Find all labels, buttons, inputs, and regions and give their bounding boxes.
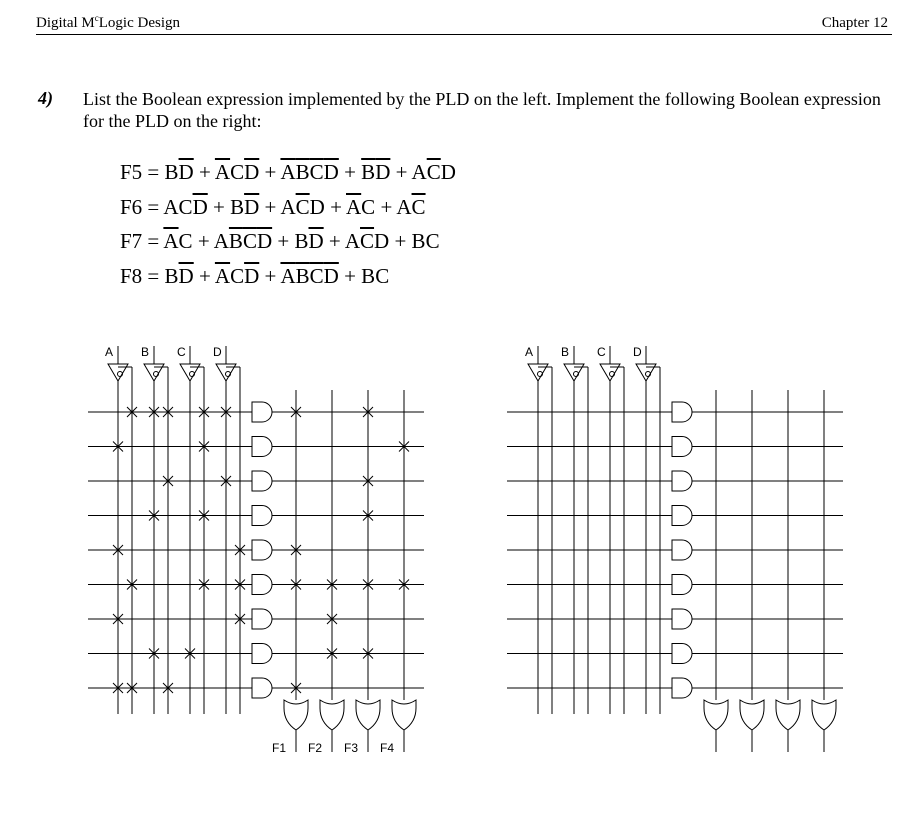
- input-label-a: A: [525, 345, 534, 359]
- complemented-literal: $\overline{D}$: [178, 160, 194, 184]
- complemented-literal: $\overline{C}$: [309, 160, 324, 184]
- complemented-literal: $\overline{B}$: [295, 264, 310, 288]
- complemented-literal: $\overline{A}$: [214, 264, 231, 288]
- or-gate: [320, 700, 344, 730]
- question-text: List the Boolean expression implemented by the PLD on the left. Implement the following Boolean expression for the PLD on the right:: [83, 89, 881, 131]
- and-gate: [672, 437, 692, 457]
- and-gate: [252, 609, 272, 629]
- complemented-literal: $\overline{B}$: [361, 160, 376, 184]
- complemented-literal: $\overline{D}$: [323, 264, 339, 288]
- complemented-literal: $\overline{C}$: [242, 229, 257, 253]
- and-gate: [672, 644, 692, 664]
- plus-operator: +: [207, 195, 231, 219]
- complemented-literal: $\overline{C}$: [426, 160, 441, 184]
- literal: B: [164, 160, 179, 184]
- literal: C: [178, 195, 193, 219]
- plus-operator: +: [272, 229, 295, 253]
- and-gate: [252, 471, 272, 491]
- plus-operator: +: [192, 229, 214, 253]
- and-gate: [672, 540, 692, 560]
- or-gate: [776, 700, 800, 730]
- complemented-literal: $\overline{A}$: [214, 160, 231, 184]
- literal: B: [230, 195, 245, 219]
- plus-operator: +: [338, 160, 362, 184]
- and-gate: [252, 644, 272, 664]
- literal: A: [411, 160, 427, 184]
- literal: C: [230, 264, 245, 288]
- and-gate: [252, 506, 272, 526]
- chapter-label: Chapter 12: [821, 15, 888, 31]
- literal: B: [294, 229, 309, 253]
- output-label-f1: F1: [272, 741, 287, 755]
- question-number: 4): [38, 88, 53, 108]
- and-gate: [252, 540, 272, 560]
- literal: D: [440, 160, 456, 184]
- complemented-literal: $\overline{B}$: [228, 229, 243, 253]
- complemented-literal: $\overline{A}$: [163, 229, 179, 253]
- complemented-literal: $\overline{C}$: [295, 195, 310, 219]
- equation-label: F5 =: [120, 160, 165, 184]
- equation-label: F8 =: [120, 264, 165, 288]
- literal: C: [375, 264, 390, 288]
- and-gate: [252, 437, 272, 457]
- and-gate: [252, 402, 272, 422]
- complemented-literal: $\overline{C}$: [360, 229, 375, 253]
- complemented-literal: $\overline{C}$: [411, 195, 426, 219]
- literal: D: [309, 195, 325, 219]
- plus-operator: +: [323, 229, 345, 253]
- and-gate: [672, 609, 692, 629]
- or-gate: [284, 700, 308, 730]
- literal: C: [178, 229, 193, 253]
- or-gate: [704, 700, 728, 730]
- literal: A: [344, 229, 361, 253]
- complemented-literal: $\overline{D}$: [256, 229, 273, 253]
- pld-left: [88, 345, 424, 755]
- or-gate: [812, 700, 836, 730]
- plus-operator: +: [338, 264, 362, 288]
- complemented-literal: $\overline{D}$: [192, 195, 208, 219]
- output-label-f4: F4: [380, 741, 395, 755]
- literal: C: [230, 160, 245, 184]
- complemented-literal: $\overline{A}$: [280, 264, 296, 288]
- complemented-literal: $\overline{A}$: [280, 160, 296, 184]
- literal: C: [361, 195, 376, 219]
- or-gate: [356, 700, 380, 730]
- plus-operator: +: [259, 160, 281, 184]
- complemented-literal: $\overline{D}$: [308, 229, 324, 253]
- and-gate: [672, 471, 692, 491]
- plus-operator: +: [193, 264, 215, 288]
- literal: A: [396, 195, 412, 219]
- and-gate: [252, 678, 272, 698]
- input-label-b: B: [141, 345, 150, 359]
- literal: C: [425, 229, 440, 253]
- complemented-literal: $\overline{D}$: [244, 195, 260, 219]
- complemented-literal: $\overline{C}$: [309, 264, 324, 288]
- input-label-c: C: [177, 345, 186, 359]
- plus-operator: +: [193, 160, 215, 184]
- complemented-literal: $\overline{D}$: [178, 264, 194, 288]
- complemented-literal: $\overline{D}$: [244, 160, 260, 184]
- literal: B: [361, 264, 376, 288]
- and-gate: [672, 575, 692, 595]
- literal: A: [280, 195, 296, 219]
- complemented-literal: $\overline{D}$: [323, 160, 339, 184]
- and-gate: [672, 402, 692, 422]
- plus-operator: +: [259, 264, 281, 288]
- literal: A: [213, 229, 229, 253]
- output-label-f2: F2: [308, 741, 323, 755]
- equation-label: F6 =: [120, 195, 164, 219]
- input-label-d: D: [633, 345, 642, 359]
- input-label-b: B: [561, 345, 570, 359]
- plus-operator: +: [389, 229, 412, 253]
- input-label-c: C: [597, 345, 606, 359]
- and-gate: [252, 575, 272, 595]
- complemented-literal: $\overline{D}$: [244, 264, 260, 288]
- literal: B: [411, 229, 426, 253]
- complemented-literal: $\overline{A}$: [346, 195, 362, 219]
- plus-operator: +: [324, 195, 346, 219]
- complemented-literal: $\overline{B}$: [295, 160, 310, 184]
- equation-label: F7 =: [120, 229, 164, 253]
- input-label-d: D: [213, 345, 222, 359]
- plus-operator: +: [259, 195, 281, 219]
- or-gate: [740, 700, 764, 730]
- plus-operator: +: [390, 160, 412, 184]
- output-label-f3: F3: [344, 741, 359, 755]
- or-gate: [392, 700, 416, 730]
- course-title: Digital $M^cLogic$ Design: [36, 13, 180, 31]
- literal: A: [163, 195, 179, 219]
- input-label-a: A: [105, 345, 114, 359]
- literal: B: [164, 264, 179, 288]
- plus-operator: +: [375, 195, 397, 219]
- and-gate: [672, 678, 692, 698]
- complemented-literal: $\overline{D}$: [375, 160, 391, 184]
- and-gate: [672, 506, 692, 526]
- literal: D: [374, 229, 390, 253]
- pld-right: [507, 345, 843, 752]
